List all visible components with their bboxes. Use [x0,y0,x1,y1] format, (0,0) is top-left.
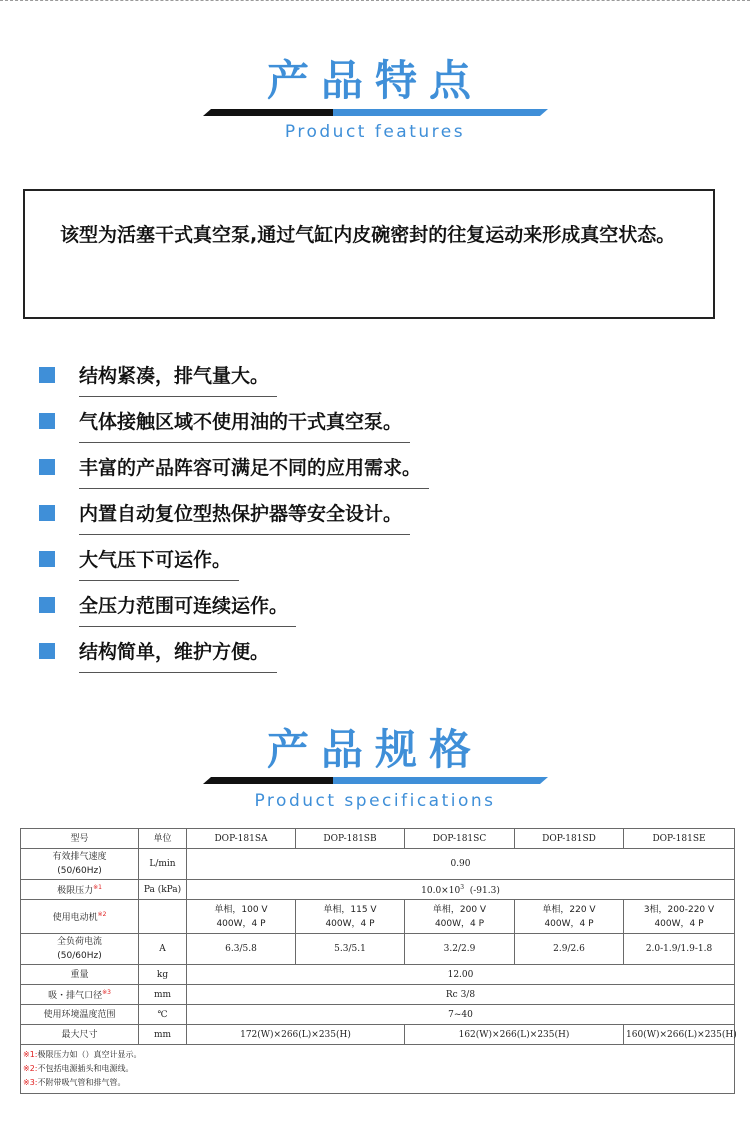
table-row [21,900,735,934]
table-row [21,829,735,849]
bullet-square-icon [39,597,55,613]
row-unit: mm [139,985,187,1005]
row-unit: mm [139,1025,187,1045]
bullet-square-icon [39,459,55,475]
row-label: 最大尺寸 [21,1025,139,1045]
row-unit: ℃ [139,1005,187,1025]
table-row [21,880,735,900]
description-text: 该型为活塞干式真空泵,通过气缸内皮碗密封的往复运动来形成真空状态。 [60,224,676,246]
feature-text: 大气压下可运作。 [79,545,239,581]
table-row [21,985,735,1005]
row-value: 162(W)×266(L)×235(H) [405,1025,624,1045]
features-title-bar [203,109,548,116]
feature-text: 气体接触区域不使用油的干式真空泵。 [79,407,410,443]
motor-cell: 3相，200-220 V 400W，4 P [624,900,735,934]
bullet-square-icon [39,643,55,659]
features-subtitle: Product features [284,122,466,142]
model-cell: DOP-181SB [296,829,405,849]
row-value: Rc 3/8 [187,985,735,1005]
table-row [21,965,735,985]
row-value: 0.90 [187,849,735,880]
table-row [21,1025,735,1045]
feature-text: 全压力范围可连续运作。 [79,591,296,627]
row-value: $10.0\times 10^3$ (-91.3) [187,880,735,900]
spec-table [20,828,735,1094]
feature-text: 丰富的产品阵容可满足不同的应用需求。 [79,453,429,489]
row-label: 吸・排气口径$^{※3}$ [21,985,139,1005]
row-label: 极限压力$^{※1}$ [21,880,139,900]
row-label: 重量 [21,965,139,985]
row-value: 12.00 [187,965,735,985]
row-label: 使用电动机$^{※2}$ [21,900,139,934]
notes-cell [21,1045,735,1094]
row-value: 2.9/2.6 [515,934,624,965]
feature-text: 结构简单，维护方便。 [79,637,277,673]
feature-text: 内置自动复位型热保护器等安全设计。 [79,499,410,535]
header-label: 型号 [21,829,139,849]
row-value: 2.0-1.9/1.9-1.8 [624,934,735,965]
table-row [21,849,735,880]
bullet-square-icon [39,505,55,521]
motor-cell: 单相，220 V 400W，4 P [515,900,624,934]
row-unit: kg [139,965,187,985]
spec-title: 产品规格 [266,725,483,774]
table-row [21,934,735,965]
top-divider [0,0,750,3]
note-line: ※2:不包括电源插头和电源线。 [23,1064,134,1073]
row-label: 使用环境温度范围 [21,1005,139,1025]
row-value: 6.3/5.8 [187,934,296,965]
feature-text: 结构紧凑，排气量大。 [79,361,277,397]
row-unit [139,900,187,934]
row-unit: L/min [139,849,187,880]
spec-title-bar [203,777,548,784]
motor-cell: 单相，200 V 400W，4 P [405,900,515,934]
row-value: 160(W)×266(L)×235(H) [624,1025,735,1045]
bullet-square-icon [39,551,55,567]
table-row [21,1005,735,1025]
bullet-square-icon [39,367,55,383]
row-unit: A [139,934,187,965]
row-label: 有效排气速度 (50/60Hz) [21,849,139,880]
row-label: 全负荷电流 (50/60Hz) [21,934,139,965]
table-row [21,1045,735,1094]
model-cell: DOP-181SE [624,829,735,849]
spec-subtitle: Product specifications [254,791,496,811]
header-unit: 单位 [139,829,187,849]
features-title: 产品特点 [266,56,483,105]
motor-cell: 单相，100 V 400W，4 P [187,900,296,934]
bullet-square-icon [39,413,55,429]
row-value: 5.3/5.1 [296,934,405,965]
model-cell: DOP-181SA [187,829,296,849]
model-cell: DOP-181SD [515,829,624,849]
note-line: ※1:极限压力如（）真空计显示。 [23,1050,142,1059]
row-value: 3.2/2.9 [405,934,515,965]
note-line: ※3:不附带吸气管和排气管。 [23,1078,126,1087]
motor-cell: 单相，115 V 400W，4 P [296,900,405,934]
row-value: 172(W)×266(L)×235(H) [187,1025,405,1045]
row-unit: Pa (kPa) [139,880,187,900]
description-box [23,189,715,319]
row-value: 7~40 [187,1005,735,1025]
model-cell: DOP-181SC [405,829,515,849]
